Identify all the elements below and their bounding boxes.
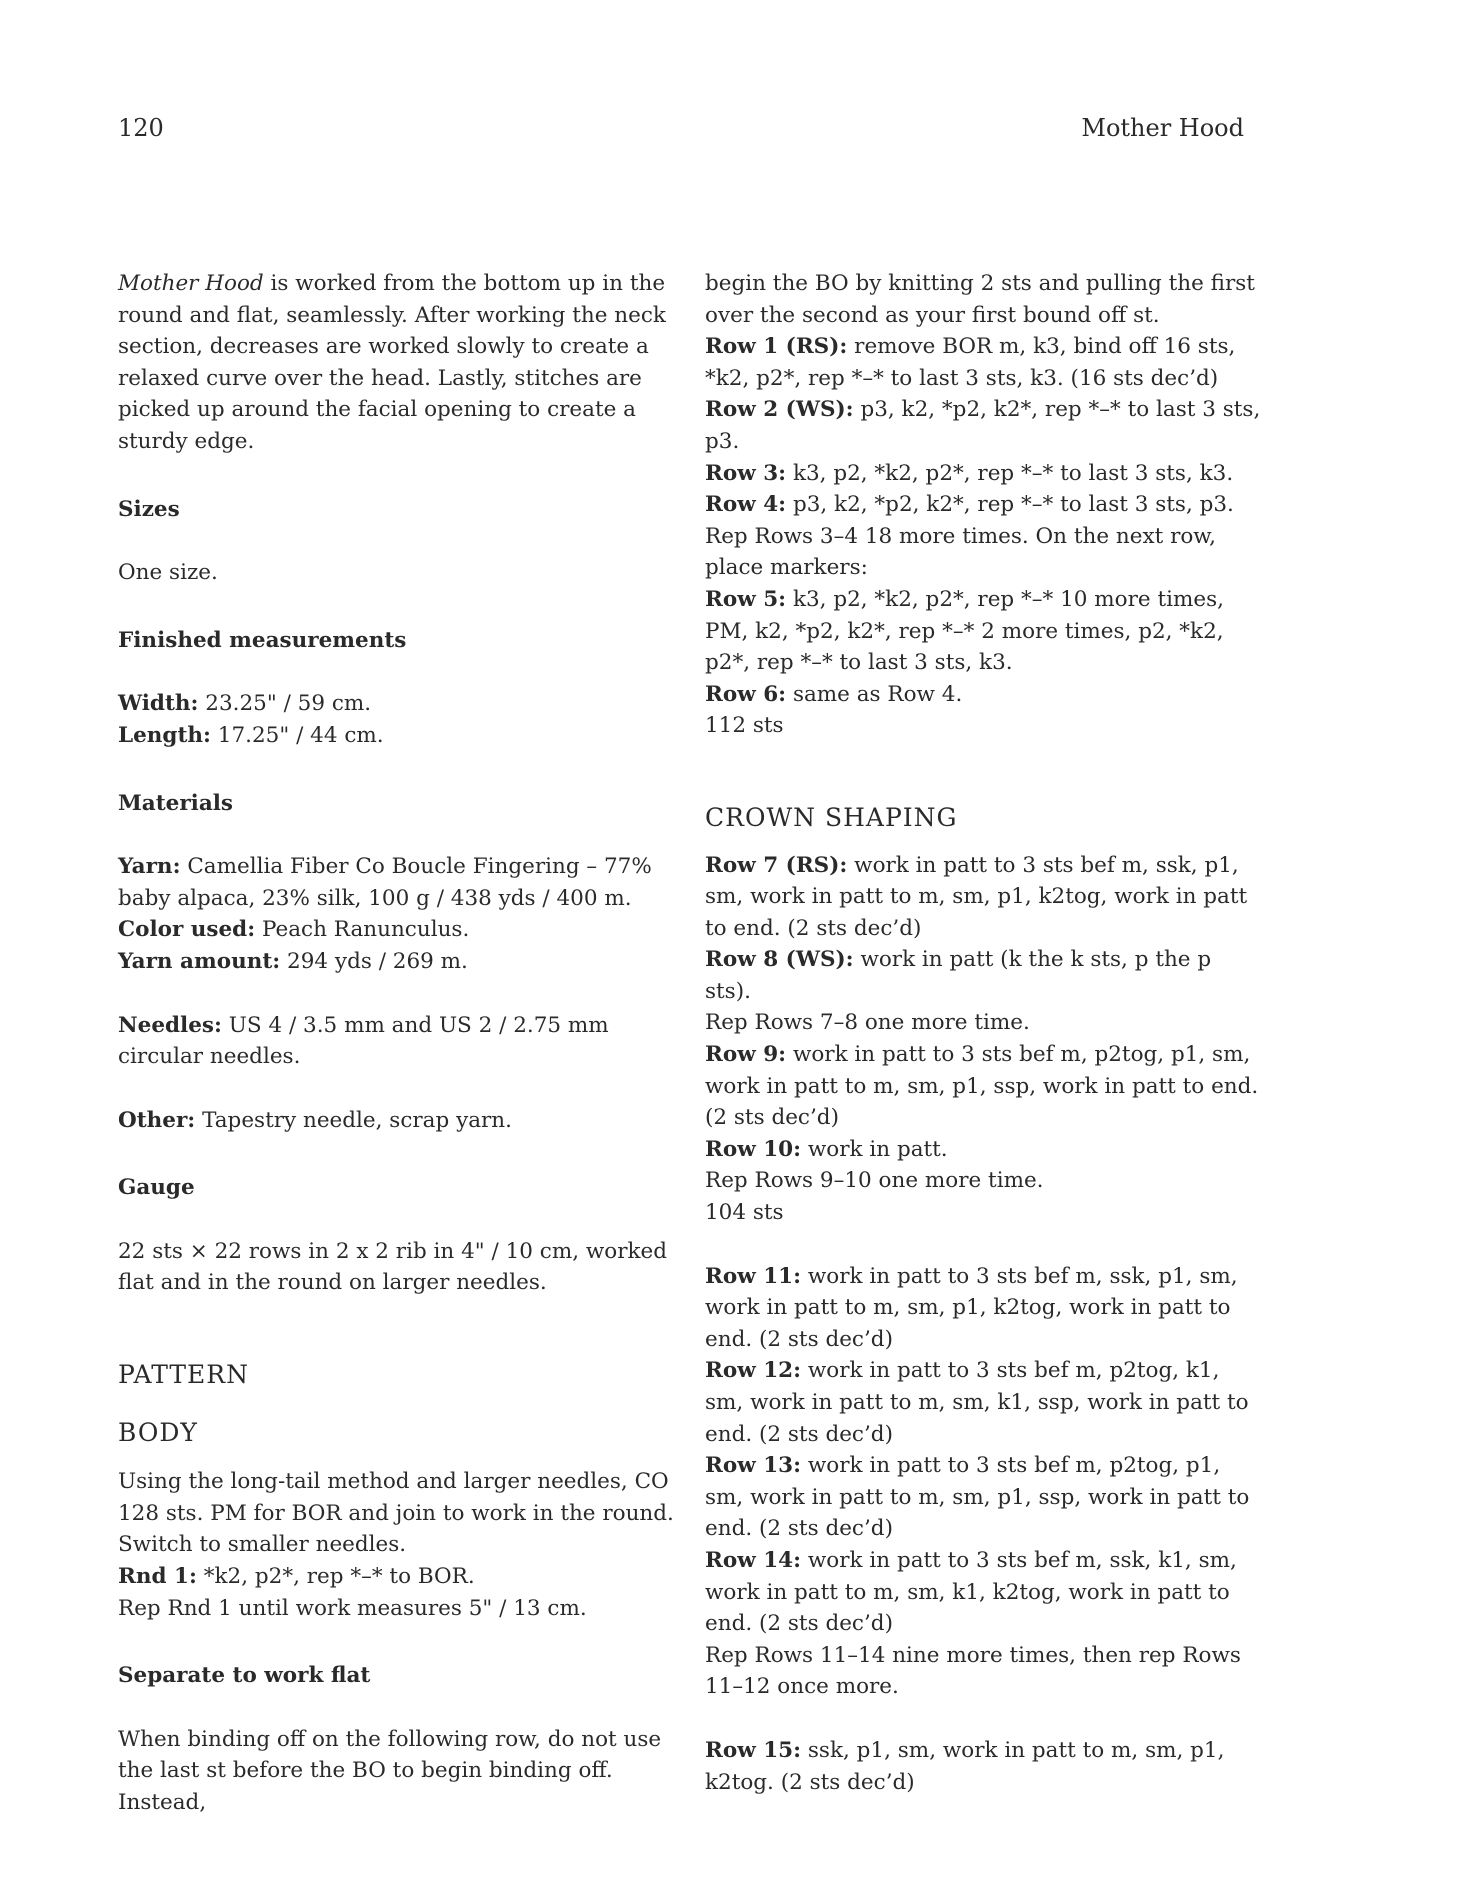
- row8-line: [705, 944, 1261, 1007]
- row15-value: ssk, p1, sm, work in patt to m, sm, p1, k2tog. (2 sts dec’d): [705, 1737, 1225, 1795]
- intro-text: is worked from the bottom up in the round and flat, seamlessly. After working the neck section, decreases are worked slowly to create a relaxed curve over the head. Lastly, stitches are picked up around the facial opening to create a sturdy edge.: [118, 271, 666, 454]
- color-value: Peach Ranunculus.: [255, 917, 470, 943]
- other-line: [118, 1105, 674, 1137]
- row13-label: Row 13:: [705, 1453, 802, 1479]
- row3-label: Row 3:: [705, 460, 787, 486]
- width-line: [118, 688, 674, 720]
- color-label: Color used:: [118, 917, 256, 943]
- row9-value: work in patt to 3 sts bef m, p2tog, p1, sm, work in patt to m, sm, p1, ssp, work in patt to end. (2 sts dec’d): [705, 1042, 1259, 1131]
- rnd1-value: *k2, p2*, rep *–* to BOR.: [196, 1564, 475, 1590]
- other-value: Tapestry needle, scrap yarn.: [195, 1107, 512, 1133]
- row11-line: [705, 1261, 1261, 1356]
- row1-line: [705, 331, 1261, 394]
- rep-rows-11-14: Rep Rows 11–14 nine more times, then rep Rows 11–12 once more.: [705, 1642, 1241, 1700]
- row11-label: Row 11:: [705, 1263, 802, 1289]
- row6-value: same as Row 4.: [786, 681, 963, 707]
- row15-label: Row 15:: [705, 1737, 802, 1763]
- materials-heading: Materials: [118, 790, 234, 816]
- row9-label: Row 9:: [705, 1042, 787, 1068]
- continued-text: begin the BO by knitting 2 sts and pulling the first over the second as your first bound off st.: [705, 271, 1255, 328]
- row12-line: [705, 1355, 1261, 1450]
- row10-value: work in patt.: [801, 1136, 948, 1162]
- amount-value: 294 yds / 269 m.: [280, 948, 468, 974]
- row12-value: work in patt to 3 sts bef m, p2tog, k1, sm, work in patt to m, sm, k1, ssp, work in patt to end. (2 sts dec’d): [705, 1358, 1249, 1447]
- row5-line: [705, 584, 1261, 679]
- row12-label: Row 12:: [705, 1358, 802, 1384]
- length-label: Length:: [118, 722, 211, 748]
- row15-line: [705, 1735, 1261, 1798]
- row7-line: [705, 850, 1261, 945]
- row11-value: work in patt to 3 sts bef m, ssk, p1, sm, work in patt to m, sm, p1, k2tog, work in patt to end. (2 sts dec’d): [705, 1263, 1238, 1352]
- row6-line: [705, 679, 1261, 711]
- right-column: [705, 268, 1261, 1798]
- row3-line: [705, 458, 1261, 490]
- rep-rows-7-8: Rep Rows 7–8 one more time.: [705, 1010, 1030, 1036]
- stitch-count-112: 112 sts: [705, 713, 784, 739]
- row3-value: k3, p2, *k2, p2*, rep *–* to last 3 sts, k3.: [786, 460, 1234, 486]
- row13-value: work in patt to 3 sts bef m, p2tog, p1, sm, work in patt to m, sm, p1, ssp, work in patt to end. (2 sts dec’d): [705, 1453, 1250, 1542]
- rep-rows-9-10: Rep Rows 9–10 one more time.: [705, 1168, 1044, 1194]
- row4-line: [705, 489, 1261, 521]
- row4-value: p3, k2, *p2, k2*, rep *–* to last 3 sts, p3.: [786, 492, 1234, 518]
- width-label: Width:: [118, 691, 199, 717]
- row13-line: [705, 1450, 1261, 1545]
- rep-rows-3-4: Rep Rows 3–4 18 more times. On the next row, place markers:: [705, 523, 1216, 581]
- separate-text: When binding off on the following row, do not use the last st before the BO to begin binding off. Instead,: [118, 1726, 662, 1815]
- crown-shaping-heading: CROWN SHAPING: [705, 802, 958, 832]
- separate-heading: Separate to work flat: [118, 1663, 371, 1689]
- other-label: Other:: [118, 1107, 196, 1133]
- row1-label: Row 1 (RS):: [705, 334, 848, 360]
- needles-label: Needles:: [118, 1012, 222, 1038]
- yarn-label: Yarn:: [118, 854, 181, 880]
- row1-value: remove BOR m, k3, bind off 16 sts, *k2, p2*, rep *–* to last 3 sts, k3. (16 sts dec’d): [705, 334, 1236, 391]
- width-value: 23.25" / 59 cm.: [198, 691, 372, 717]
- row2-label: Row 2 (WS):: [705, 397, 854, 423]
- row2-value: p3, k2, *p2, k2*, rep *–* to last 3 sts, p3.: [705, 397, 1261, 454]
- row10-line: [705, 1134, 1261, 1166]
- left-column: [118, 268, 674, 1819]
- finished-heading: Finished measurements: [118, 627, 407, 653]
- amount-label: Yarn amount:: [118, 948, 281, 974]
- body-text: Using the long-tail method and larger needles, CO 128 sts. PM for BOR and join to work in the round. Switch to smaller needles.: [118, 1469, 674, 1558]
- row4-label: Row 4:: [705, 492, 787, 518]
- pattern-heading: PATTERN: [118, 1360, 249, 1390]
- color-line: [118, 914, 674, 946]
- body-heading: BODY: [118, 1417, 198, 1447]
- row10-label: Row 10:: [705, 1136, 802, 1162]
- rnd1-line: [118, 1561, 674, 1593]
- row9-line: [705, 1039, 1261, 1134]
- rnd1-label: Rnd 1:: [118, 1564, 197, 1590]
- intro-paragraph: [118, 268, 674, 458]
- stitch-count-104: 104 sts: [705, 1200, 784, 1226]
- row7-label: Row 7 (RS):: [705, 852, 848, 878]
- needles-value: US 4 / 3.5 mm and US 2 / 2.75 mm circular needles.: [118, 1012, 609, 1070]
- row7-value: work in patt to 3 sts bef m, ssk, p1, sm, work in patt to m, sm, p1, k2tog, work in patt to end. (2 sts dec’d): [705, 852, 1248, 941]
- page-number: 120: [118, 114, 164, 142]
- rep-rnd1-text: Rep Rnd 1 until work measures 5" / 13 cm.: [118, 1595, 587, 1621]
- sizes-text: One size.: [118, 560, 218, 586]
- row14-value: work in patt to 3 sts bef m, ssk, k1, sm, work in patt to m, sm, k1, k2tog, work in patt to end. (2 sts dec’d): [705, 1547, 1237, 1637]
- sizes-heading: Sizes: [118, 496, 180, 522]
- row2-line: [705, 394, 1261, 457]
- row6-label: Row 6:: [705, 681, 787, 707]
- row8-value: work in patt (k the k sts, p the p sts).: [705, 947, 1212, 1004]
- length-line: [118, 720, 674, 752]
- intro-title: Mother Hood: [118, 271, 264, 296]
- length-value: 17.25" / 44 cm.: [210, 722, 384, 748]
- needles-line: [118, 1010, 674, 1073]
- row14-label: Row 14:: [705, 1547, 802, 1573]
- gauge-heading: Gauge: [118, 1175, 195, 1201]
- gauge-text: 22 sts × 22 rows in 2 x 2 rib in 4" / 10 cm, worked flat and in the round on larger needles.: [118, 1238, 668, 1296]
- row5-value: k3, p2, *k2, p2*, rep *–* 10 more times, PM, k2, *p2, k2*, rep *–* 2 more times, p2, *k2, p2*, rep *–* to last 3 sts, k3.: [705, 586, 1224, 676]
- row14-line: [705, 1545, 1261, 1640]
- amount-line: [118, 946, 674, 978]
- running-title: Mother Hood: [1081, 114, 1244, 142]
- row5-label: Row 5:: [705, 586, 787, 612]
- yarn-value: Camellia Fiber Co Boucle Fingering – 77% baby alpaca, 23% silk, 100 g / 438 yds / 400 m.: [118, 854, 652, 911]
- yarn-line: [118, 851, 674, 914]
- row8-label: Row 8 (WS):: [705, 947, 854, 973]
